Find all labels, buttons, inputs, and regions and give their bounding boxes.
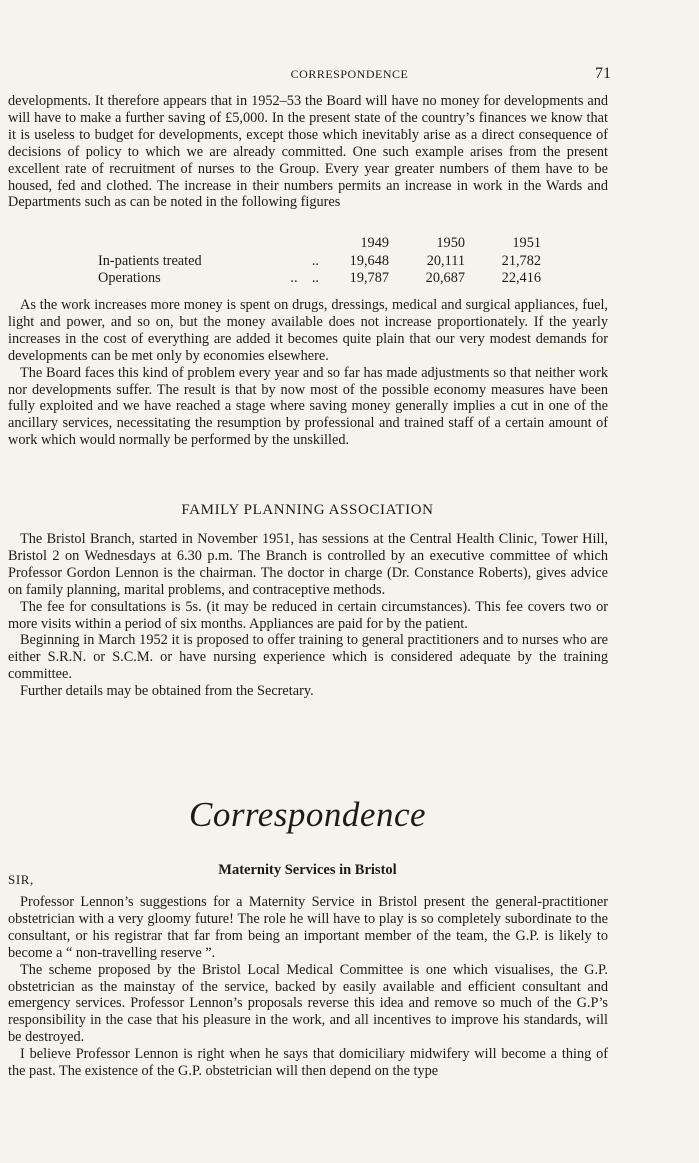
body-paragraph: I believe Professor Lennon is right when he says that domiciliary midwifery will become a thing of the past. The existence of the G.P. obstetrician will then depend on the type xyxy=(8,1046,608,1080)
table-cell: 20,687 xyxy=(425,270,465,286)
body-paragraph: The Board faces this kind of problem every year and so far has made adjustments so that neither work nor developments suffer. The result is that by now most of the possible economy measures have been fully exploited and we have reached a stage where saving money generally implies a cut in one of the ancillary services, necessitating the resumption by professional and trained staff of a certain amount of work which would normally be performed by the unskilled. xyxy=(8,364,608,449)
family-planning-block xyxy=(8,531,608,700)
body-paragraph: As the work increases more money is spent on drugs, dressings, medical and surgical appliances, fuel, light and power, and so on, but the money available does not increase proportionately. If the yearly increases in the cost of everything are added it becomes quite plain that our very modest demands for developments can be met only by economies elsewhere. xyxy=(8,297,608,364)
running-title: CORRESPONDENCE xyxy=(290,67,409,81)
table-row xyxy=(98,270,541,288)
row-label: In-patients treated xyxy=(98,252,202,269)
year-header: 1949 xyxy=(360,235,389,251)
table-row xyxy=(98,253,541,271)
table-cell: 19,648 xyxy=(349,252,389,269)
intro-paragraph: developments. It therefore appears that in 1952–53 the Board will have no money for developments and will have to make a further saving of £5,000. In the present state of the country’s finances we know that it is useless to budget for developments, except those which inevitably arise as a direct consequence of decisions of policy to which we are already committed. One such example arises from the present excellent rate of recruitment of nurses to the Group. Every year greater numbers of them have to be housed, fed and clothed. The increase in their numbers permits an increase in work in the Wards and Departments such as can be noted in the following figures xyxy=(8,93,608,211)
body-paragraph: The fee for consultations is 5s. (it may be reduced in certain circumstances). This fee covers two or more visits within a period of six months. Appliances are paid for by the patient. xyxy=(8,598,608,632)
table-cell: 21,782 xyxy=(501,252,541,269)
row-label: Operations xyxy=(98,270,161,286)
year-header: 1950 xyxy=(436,235,465,251)
table-cell: 20,111 xyxy=(426,252,465,269)
section-heading: FAMILY PLANNING ASSOCIATION xyxy=(181,502,434,518)
body-paragraph: The scheme proposed by the Bristol Local Medical Committee is one which visualises, the G.P. obstetrician as the mainstay of the service, backed by easily available and efficient consultant and emergency services. Professor Lennon’s proposals reverse this idea and remove so much of the G.P’s responsibility in the case that his pleasure in the work, and all incentives to improve his standards, will be destroyed. xyxy=(8,961,608,1046)
leader-dots: .. xyxy=(311,252,319,269)
table-header-row xyxy=(98,235,541,253)
leader-dots: .. .. xyxy=(290,270,319,286)
running-head xyxy=(0,66,699,84)
page-number: 71 xyxy=(595,65,611,82)
year-header: 1951 xyxy=(512,235,541,251)
table-cell: 22,416 xyxy=(501,270,541,286)
intro-block xyxy=(8,93,608,211)
body-paragraph: Beginning in March 1952 it is proposed to offer training to general practitioners and to nurses who are either S.R.N. or S.C.M. or have nursing experience which is considered adequate by the training committee. xyxy=(8,632,608,683)
figures-table xyxy=(98,235,541,288)
letter-body xyxy=(8,894,608,1080)
letter-title: Maternity Services in Bristol xyxy=(218,862,397,878)
body-paragraph: Further details may be obtained from the Secretary. xyxy=(20,683,314,700)
post-table-block xyxy=(8,297,608,449)
body-paragraph: Professor Lennon’s suggestions for a Maternity Service in Bristol present the general-practitioner obstetrician with a very gloomy future! The role he will have to play is so completely subordinate to the consultant, or his registrar that far from being an important member of the team, the G.P. is likely to become a “ non-travelling reserve ”. xyxy=(8,894,608,961)
section-title: Correspondence xyxy=(188,795,427,834)
salutation: SIR, xyxy=(8,872,34,887)
table-cell: 19,787 xyxy=(349,270,389,286)
body-paragraph: The Bristol Branch, started in November 1951, has sessions at the Central Health Clinic, Tower Hill, Bristol 2 on Wednesdays at 6.30 p.m. The Branch is controlled by an executive committee of which Professor Gordon Lennon is the chairman. The doctor in charge (Dr. Constance Roberts), gives advice on family planning, marital problems, and contraceptive methods. xyxy=(8,531,608,598)
